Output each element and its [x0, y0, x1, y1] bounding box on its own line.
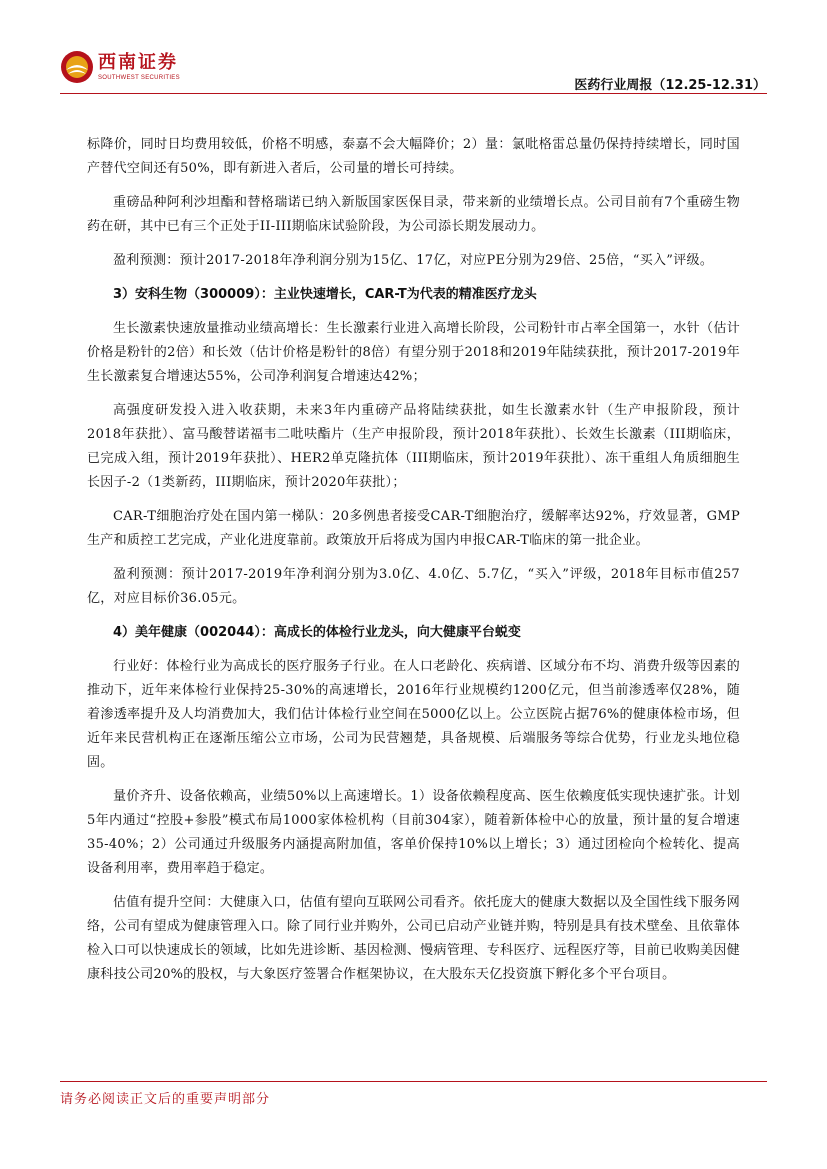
footer-divider [60, 1081, 767, 1082]
paragraph-continuation: 标降价，同时日均费用较低，价格不明感，泰嘉不会大幅降价；2）量：氯吡格雷总量仍保持持续增长，同时国产替代空间还有50%，即有新进入者后，公司量的增长可持续。 [87, 137, 740, 176]
paragraph-earnings-forecast-2: 盈利预测：预计2017-2019年净利润分别为3.0亿、4.0亿、5.7亿，“买入”评级，2018年目标市值257亿，对应目标价36.05元。 [87, 567, 740, 606]
paragraph-new-products: 重磅品种阿利沙坦酯和替格瑞诺已纳入新版国家医保目录，带来新的业绩增长点。公司目前有7个重磅生物药在研，其中已有三个正处于II-III期临床试验阶段，为公司添长期发展动力。 [87, 195, 740, 234]
logo-chinese-name: 西南证券 [98, 51, 178, 73]
paragraph-rd-pipeline: 高强度研发投入进入收获期，未来3年内重磅产品将陆续获批，如生长激素水针（生产申报阶段，预计2018年获批）、富马酸替诺福韦二吡呋酯片（生产申报阶段，预计2018年获批）、长效生长激素（III期临床，已完成入组，预计2019年获批）、HER2单克隆抗体（III期临床，预计2019年获批）、冻干重组人角质细胞生长因子-2（1类新药，III期临床，预计2020年获批）； [87, 403, 740, 490]
section-heading-anke: 3）安科生物（300009）：主业快速增长，CAR-T为代表的精准医疗龙头 [113, 287, 537, 302]
logo-english-name: SOUTHWEST SECURITIES [98, 74, 180, 81]
logo-emblem-icon [60, 50, 94, 84]
company-logo [60, 50, 180, 84]
footer-disclaimer: 请务必阅读正文后的重要声明部分 [60, 1092, 271, 1107]
report-title: 医药行业周报（12.25-12.31） [574, 78, 766, 93]
paragraph-volume-price: 量价齐升、设备依赖高，业绩50%以上高速增长。1）设备依赖程度高、医生依赖度低实现快速扩张。计划5年内通过“控股+参股”模式布局1000家体检机构（目前304家），随着新体检中心的放量，预计量的复合增速35-40%；2）公司通过升级服务内涵提高附加值，客单价保持10%以上增长；3）通过团检向个检转化、提高设备利用率，费用率趋于稳定。 [87, 789, 740, 876]
main-content [87, 133, 740, 997]
header-divider [60, 93, 767, 94]
paragraph-growth-hormone: 生长激素快速放量推动业绩高增长：生长激素行业进入高增长阶段，公司粉针市占率全国第一，水针（估计价格是粉针的2倍）和长效（估计价格是粉针的8倍）有望分别于2018和2019年陆续获批，预计2017-2019年生长激素复合增速达55%，公司净利润复合增速达42%； [87, 321, 740, 384]
paragraph-earnings-forecast-1: 盈利预测：预计2017-2018年净利润分别为15亿、17亿，对应PE分别为29倍、25倍，“买入”评级。 [113, 253, 714, 268]
section-heading-meinian: 4）美年健康（002044）：高成长的体检行业龙头，向大健康平台蜕变 [113, 625, 521, 640]
paragraph-valuation: 估值有提升空间：大健康入口，估值有望向互联网公司看齐。依托庞大的健康大数据以及全国性线下服务网络，公司有望成为健康管理入口。除了同行业并购外，公司已启动产业链并购，特别是具有技术壁垒、且依靠体检入口可以快速成长的领域，比如先进诊断、基因检测、慢病管理、专科医疗、远程医疗等，目前已收购美因健康科技公司20%的股权，与大象医疗签署合作框架协议，在大股东天亿投资旗下孵化多个平台项目。 [87, 895, 740, 982]
paragraph-car-t: CAR-T细胞治疗处在国内第一梯队：20多例患者接受CAR-T细胞治疗，缓解率达92%，疗效显著，GMP生产和质控工艺完成，产业化进度靠前。政策放开后将成为国内申报CAR-T临床的第一批企业。 [87, 509, 740, 548]
logo-wordmark [98, 51, 180, 81]
paragraph-industry: 行业好：体检行业为高成长的医疗服务子行业。在人口老龄化、疾病谱、区域分布不均、消费升级等因素的推动下，近年来体检行业保持25-30%的高速增长，2016年行业规模约1200亿元，但当前渗透率仅28%，随着渗透率提升及人均消费加大，我们估计体检行业空间在5000亿以上。公立医院占据76%的健康体检市场，但近年来民营机构正在逐渐压缩公立市场，公司为民营翘楚，具备规模、后端服务等综合优势，行业龙头地位稳固。 [87, 659, 740, 770]
